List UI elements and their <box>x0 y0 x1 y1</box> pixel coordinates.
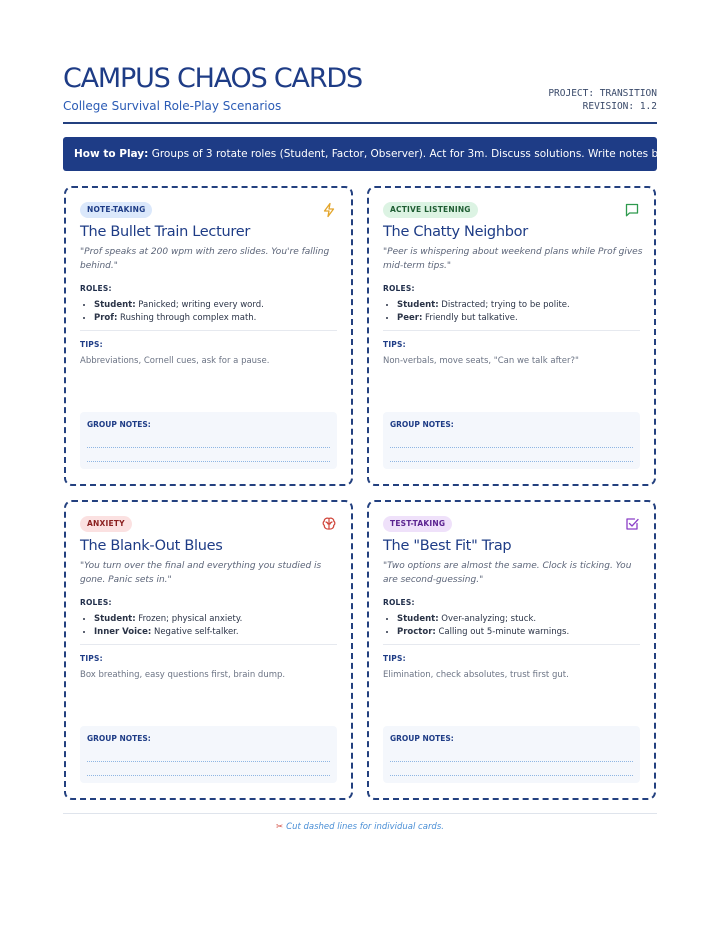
project-meta <box>548 87 657 113</box>
group-notes-area[interactable] <box>383 412 640 469</box>
role-item <box>397 613 647 626</box>
note-line <box>390 461 633 462</box>
group-notes-label: GROUP NOTES: <box>87 420 151 429</box>
divider <box>80 330 337 331</box>
tips-label: TIPS: <box>383 654 406 663</box>
role-item <box>94 626 344 639</box>
brain-icon <box>321 516 337 532</box>
note-line <box>87 461 330 462</box>
group-notes-label: GROUP NOTES: <box>87 734 151 743</box>
tips-label: TIPS: <box>80 654 103 663</box>
role-description: Negative self-talker. <box>151 627 239 637</box>
card-title: The Bullet Train Lecturer <box>80 224 251 240</box>
page-subtitle: College Survival Role-Play Scenarios <box>63 99 282 113</box>
role-item <box>94 613 344 626</box>
roles-label: ROLES: <box>80 598 112 607</box>
tips-text: Box breathing, easy questions first, brain dump. <box>80 670 286 680</box>
scenario-quote: "Prof speaks at 200 wpm with zero slides. You're falling behind." <box>80 247 330 271</box>
scissors-icon: ✂ <box>276 822 284 832</box>
tips-text: Abbreviations, Cornell cues, ask for a pause. <box>80 356 270 366</box>
note-line <box>390 447 633 448</box>
tips-label: TIPS: <box>383 340 406 349</box>
divider <box>383 644 640 645</box>
role-item <box>94 312 344 325</box>
roles-label: ROLES: <box>383 284 415 293</box>
note-line <box>87 775 330 776</box>
revision-label: REVISION: 1.2 <box>582 101 657 112</box>
role-item <box>397 626 647 639</box>
role-description: Distracted; trying to be polite. <box>438 300 570 310</box>
role-description: Over-analyzing; stuck. <box>438 614 537 624</box>
role-name: Student: <box>94 614 136 624</box>
roles-list <box>397 299 647 325</box>
role-name: Student: <box>397 614 439 624</box>
roles-label: ROLES: <box>80 284 112 293</box>
role-item <box>94 299 344 312</box>
role-item <box>397 299 647 312</box>
card-title: The "Best Fit" Trap <box>383 538 512 554</box>
footer-text: Cut dashed lines for individual cards. <box>286 822 444 832</box>
note-line <box>390 761 633 762</box>
card-title: The Blank-Out Blues <box>80 538 223 554</box>
role-description: Friendly but talkative. <box>422 313 518 323</box>
role-name: Student: <box>94 300 136 310</box>
group-notes-area[interactable] <box>80 726 337 783</box>
scenario-card <box>64 186 353 486</box>
lightning-icon <box>321 202 337 218</box>
divider <box>383 330 640 331</box>
group-notes-area[interactable] <box>383 726 640 783</box>
group-notes-label: GROUP NOTES: <box>390 734 454 743</box>
how-to-play-banner <box>63 137 685 171</box>
card-title: The Chatty Neighbor <box>383 224 528 240</box>
scenario-quote: "Peer is whispering about weekend plans while Prof gives mid-term tips." <box>383 247 643 271</box>
note-line <box>87 761 330 762</box>
note-line <box>87 447 330 448</box>
how-to-play-label: How to Play: <box>74 148 149 160</box>
role-name: Proctor: <box>397 627 436 637</box>
role-name: Student: <box>397 300 439 310</box>
checkbox-icon <box>624 516 640 532</box>
tips-text: Non-verbals, move seats, "Can we talk after?" <box>383 356 579 366</box>
note-line <box>390 775 633 776</box>
roles-list <box>397 613 647 639</box>
page-header <box>63 62 657 124</box>
roles-label: ROLES: <box>383 598 415 607</box>
tips-text: Elimination, check absolutes, trust first gut. <box>383 670 569 680</box>
role-name: Inner Voice: <box>94 627 152 637</box>
role-description: Panicked; writing every word. <box>135 300 264 310</box>
scenario-card <box>367 500 656 800</box>
page-footer <box>63 813 657 832</box>
group-notes-label: GROUP NOTES: <box>390 420 454 429</box>
page-title: CAMPUS CHAOS CARDS <box>63 63 362 94</box>
group-notes-area[interactable] <box>80 412 337 469</box>
role-description: Frozen; physical anxiety. <box>135 614 243 624</box>
role-description: Calling out 5-minute warnings. <box>435 627 570 637</box>
roles-list <box>94 613 344 639</box>
scenario-quote: "Two options are almost the same. Clock is ticking. You are second-guessing." <box>383 561 632 585</box>
how-to-play-text: Groups of 3 rotate roles (Student, Factor, Observer). Act for 3m. Discuss solutions. Write notes below. <box>148 148 685 160</box>
category-badge: ANXIETY <box>80 516 132 532</box>
scenario-card <box>64 500 353 800</box>
tips-label: TIPS: <box>80 340 103 349</box>
role-description: Rushing through complex math. <box>117 313 257 323</box>
chat-bubble-icon <box>624 202 640 218</box>
category-badge: TEST-TAKING <box>383 516 452 532</box>
scenario-card <box>367 186 656 486</box>
category-badge: ACTIVE LISTENING <box>383 202 478 218</box>
scenario-quote: "You turn over the final and everything you studied is gone. Panic sets in." <box>80 561 322 585</box>
roles-list <box>94 299 344 325</box>
role-name: Prof: <box>94 313 118 323</box>
project-label: PROJECT: TRANSITION <box>548 88 657 99</box>
category-badge: NOTE-TAKING <box>80 202 152 218</box>
divider <box>80 644 337 645</box>
role-item <box>397 312 647 325</box>
role-name: Peer: <box>397 313 423 323</box>
